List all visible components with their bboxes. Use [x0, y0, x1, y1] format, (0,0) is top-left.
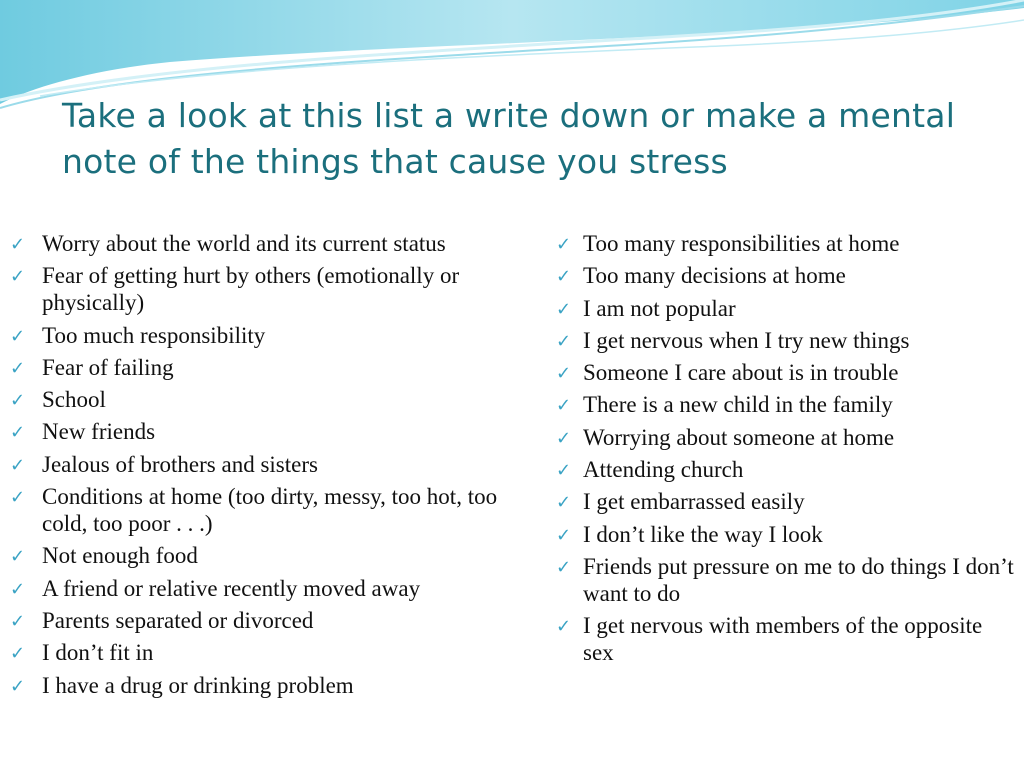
check-mark-icon: ✓ [556, 266, 572, 288]
check-mark-icon: ✓ [556, 427, 572, 449]
check-mark-icon: ✓ [556, 460, 572, 482]
check-mark-icon: ✓ [556, 363, 572, 385]
check-mark-icon: ✓ [556, 556, 572, 578]
list-item: ✓ Friends put pressure on me to do things I don’t want to do [556, 553, 1014, 606]
list-item: ✓ Worrying about someone at home [556, 424, 895, 450]
list-item: ✓ Too many decisions at home [556, 263, 846, 289]
stress-list-right [556, 230, 1016, 672]
check-mark-icon: ✓ [10, 325, 26, 347]
list-item: ✓ I have a drug or drinking problem [10, 672, 354, 698]
list-item: ✓ I get embarrassed easily [556, 489, 805, 515]
list-item: ✓ I am not popular [556, 295, 736, 321]
list-item: ✓ Conditions at home (too dirty, messy, too hot, too cold, too poor . . .) [10, 484, 498, 537]
list-item: ✓ Fear of getting hurt by others (emotionally or physically) [10, 263, 460, 316]
list-item: ✓ I don’t fit in [10, 640, 154, 666]
check-mark-icon: ✓ [10, 454, 26, 476]
list-item: ✓ I get nervous when I try new things [556, 327, 910, 353]
list-item: ✓ Jealous of brothers and sisters [10, 451, 318, 477]
check-mark-icon: ✓ [556, 298, 572, 320]
stress-list-left [10, 230, 540, 704]
list-item: ✓ I get nervous with members of the opposite sex [556, 613, 983, 666]
list-item: ✓ Parents separated or divorced [10, 607, 314, 633]
list-item: ✓ Fear of failing [10, 354, 174, 380]
check-mark-icon: ✓ [556, 395, 572, 417]
list-item: ✓ There is a new child in the family [556, 392, 893, 418]
check-mark-icon: ✓ [10, 266, 26, 288]
list-item: ✓ Worry about the world and its current status [10, 231, 446, 256]
check-mark-icon: ✓ [10, 357, 26, 379]
check-mark-icon: ✓ [556, 234, 572, 255]
list-item: ✓ Not enough food [10, 543, 198, 569]
check-mark-icon: ✓ [556, 524, 572, 546]
list-item: ✓ I don’t like the way I look [556, 521, 823, 547]
check-mark-icon: ✓ [10, 546, 26, 568]
check-mark-icon: ✓ [10, 578, 26, 600]
slide-title: Take a look at this list a write down or make a mental note of the things that cause you stress [62, 96, 956, 181]
check-mark-icon: ✓ [556, 492, 572, 514]
list-item: ✓ Too many responsibilities at home [556, 231, 900, 256]
list-item: ✓ Attending church [556, 457, 744, 483]
check-mark-icon: ✓ [10, 234, 26, 255]
list-item: ✓ Someone I care about is in trouble [556, 360, 899, 386]
check-mark-icon: ✓ [556, 330, 572, 352]
list-item: ✓ Too much responsibility [10, 322, 266, 348]
check-mark-icon: ✓ [10, 422, 26, 444]
list-item: ✓ School [10, 387, 106, 413]
check-mark-icon: ✓ [10, 675, 26, 697]
list-item: ✓ A friend or relative recently moved away [10, 575, 421, 601]
check-mark-icon: ✓ [10, 610, 26, 632]
check-mark-icon: ✓ [10, 487, 26, 509]
list-item: ✓ New friends [10, 419, 156, 445]
check-mark-icon: ✓ [10, 390, 26, 412]
check-mark-icon: ✓ [10, 643, 26, 665]
check-mark-icon: ✓ [556, 616, 572, 638]
